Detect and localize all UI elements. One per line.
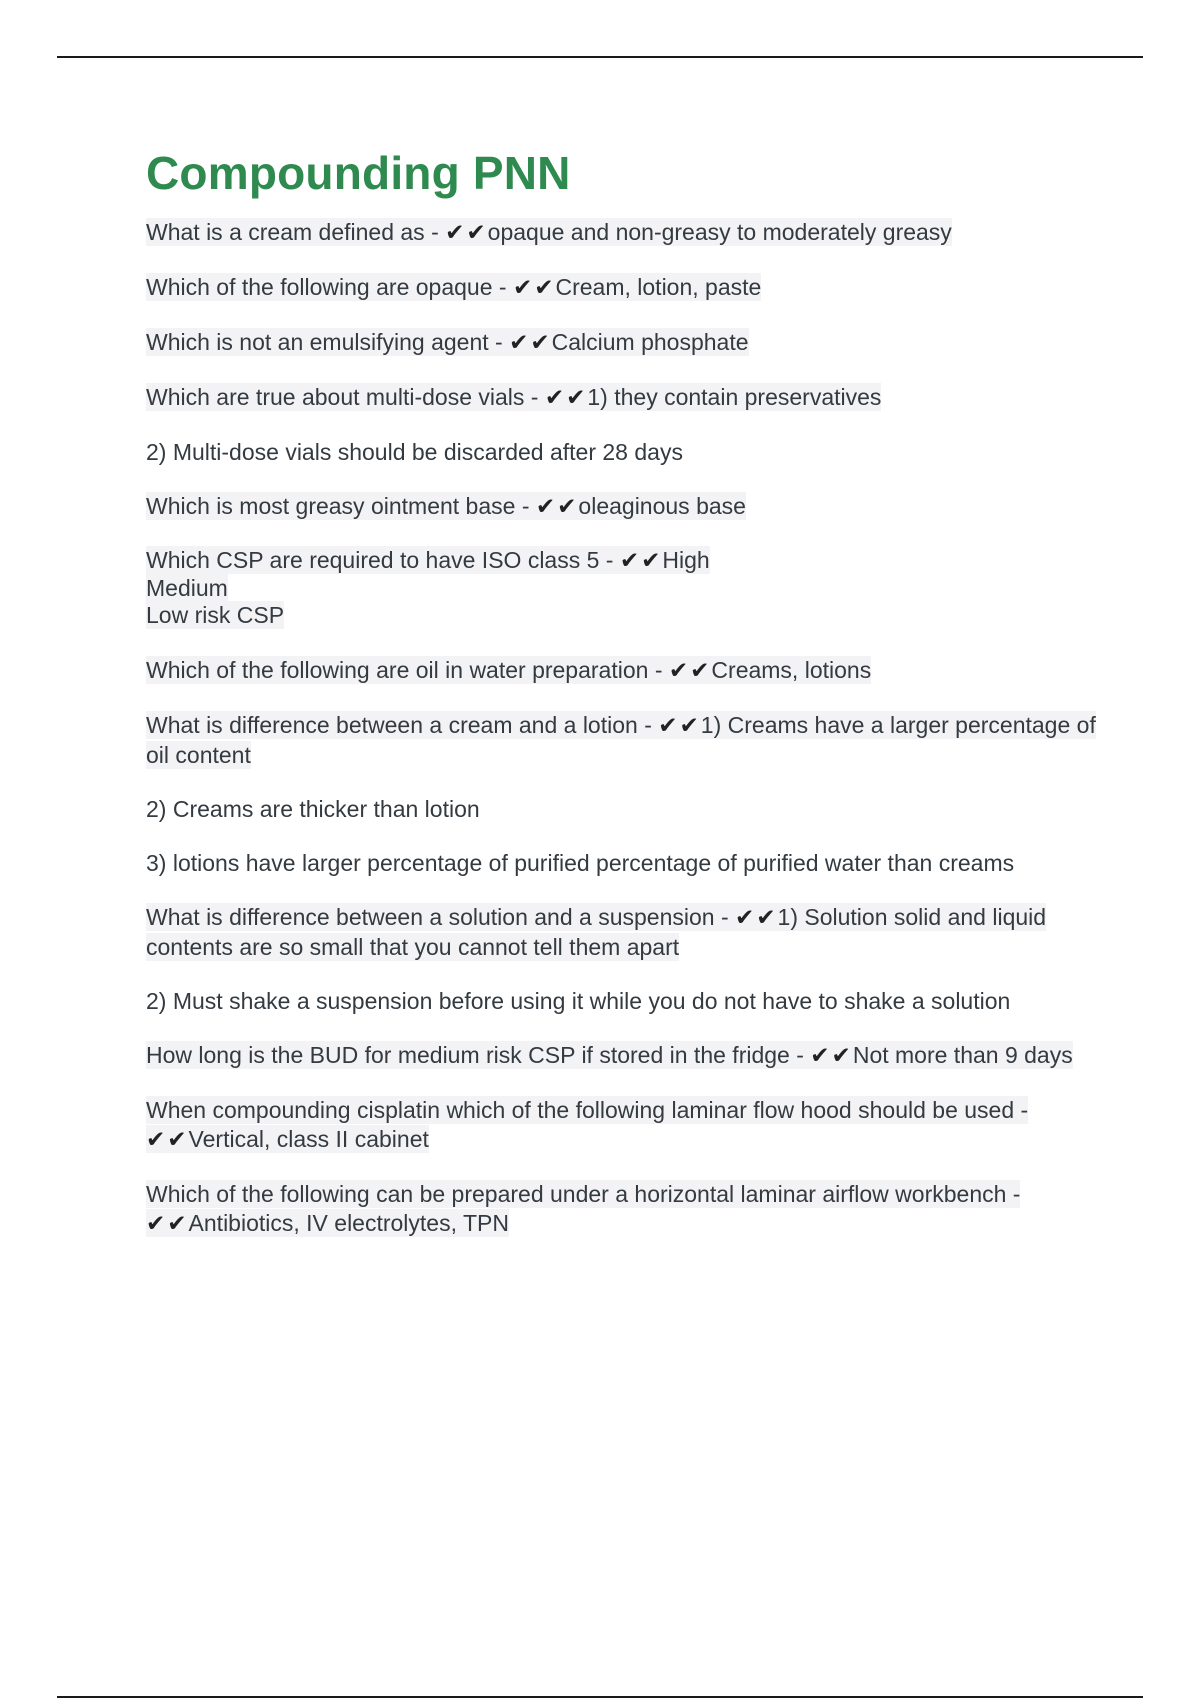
question-text: What is difference between a solution and a suspension - [146, 904, 735, 930]
qa-item [146, 656, 1096, 686]
answer-text: Antibiotics, IV electrolytes, TPN [188, 1210, 509, 1236]
top-divider [57, 56, 1143, 58]
question-text: Which of the following can be prepared under a horizontal laminar airflow workbench - [146, 1181, 1021, 1207]
question-text: What is difference between a cream and a lotion - [146, 712, 659, 738]
double-check-icon: ✔✔ [535, 494, 579, 520]
question-text: Which are true about multi-dose vials - [146, 384, 545, 410]
answer-continuation: 3) lotions have larger percentage of purified percentage of purified water than creams [146, 850, 1015, 876]
answer-text: Calcium phosphate [551, 329, 749, 355]
qa-item [146, 1041, 1096, 1071]
double-check-icon: ✔✔ [146, 1211, 189, 1237]
qa-item [146, 273, 1096, 303]
question-text: Which CSP are required to have ISO class 5 - [146, 547, 620, 573]
answer-text: High [662, 547, 710, 573]
answer-extra-line: Low risk CSP [146, 602, 285, 628]
document-body [146, 145, 1096, 1264]
qa-item [146, 492, 1096, 522]
double-check-icon: ✔✔ [146, 1127, 189, 1153]
qa-item [146, 1096, 1096, 1155]
answer-text: 1) they contain preservatives [587, 384, 882, 410]
double-check-icon: ✔✔ [735, 905, 778, 931]
question-text: Which is not an emulsifying agent - [146, 329, 510, 355]
answer-text: 1) Creams have a larger percentage of oil content [146, 712, 1096, 768]
answer-text: Not more than 9 days [852, 1042, 1073, 1068]
answer-text: Cream, lotion, paste [555, 274, 762, 300]
answer-extra-line: Medium [146, 575, 228, 601]
qa-item [146, 547, 1096, 629]
double-check-icon: ✔✔ [544, 385, 588, 411]
answer-text: Vertical, class II cabinet [188, 1126, 429, 1152]
double-check-icon: ✔✔ [810, 1043, 853, 1069]
answer-continuation: 2) Creams are thicker than lotion [146, 796, 480, 822]
double-check-icon: ✔✔ [668, 658, 712, 684]
answer-text: Creams, lotions [711, 657, 872, 683]
question-text: How long is the BUD for medium risk CSP if stored in the fridge - [146, 1042, 811, 1068]
qa-item [146, 903, 1096, 962]
bottom-divider [57, 1696, 1143, 1698]
qa-item [146, 383, 1096, 413]
qa-item [146, 711, 1096, 770]
answer-continuation: 2) Multi-dose vials should be discarded after 28 days [146, 439, 683, 465]
question-text: Which of the following are oil in water preparation - [146, 657, 669, 683]
answer-text: opaque and non-greasy to moderately greasy [487, 219, 952, 245]
answer-text: oleaginous base [578, 493, 746, 519]
answer-text: 1) Solution solid and liquid contents are so small that you cannot tell them apart [146, 904, 1047, 960]
double-check-icon: ✔✔ [619, 548, 663, 574]
document-title: Compounding PNN [146, 147, 571, 199]
question-text: What is a cream defined as - [146, 219, 446, 245]
question-text: Which is most greasy ointment base - [146, 493, 536, 519]
qa-item [146, 1180, 1096, 1239]
answer-continuation: 2) Must shake a suspension before using it while you do not have to shake a solution [146, 988, 1011, 1014]
double-check-icon: ✔✔ [509, 330, 552, 356]
qa-item [146, 218, 1096, 248]
double-check-icon: ✔✔ [512, 275, 556, 301]
question-text: Which of the following are opaque - [146, 274, 513, 300]
double-check-icon: ✔✔ [658, 713, 701, 739]
question-text: When compounding cisplatin which of the following laminar flow hood should be used - [146, 1097, 1029, 1123]
qa-item [146, 328, 1096, 358]
double-check-icon: ✔✔ [445, 220, 488, 246]
